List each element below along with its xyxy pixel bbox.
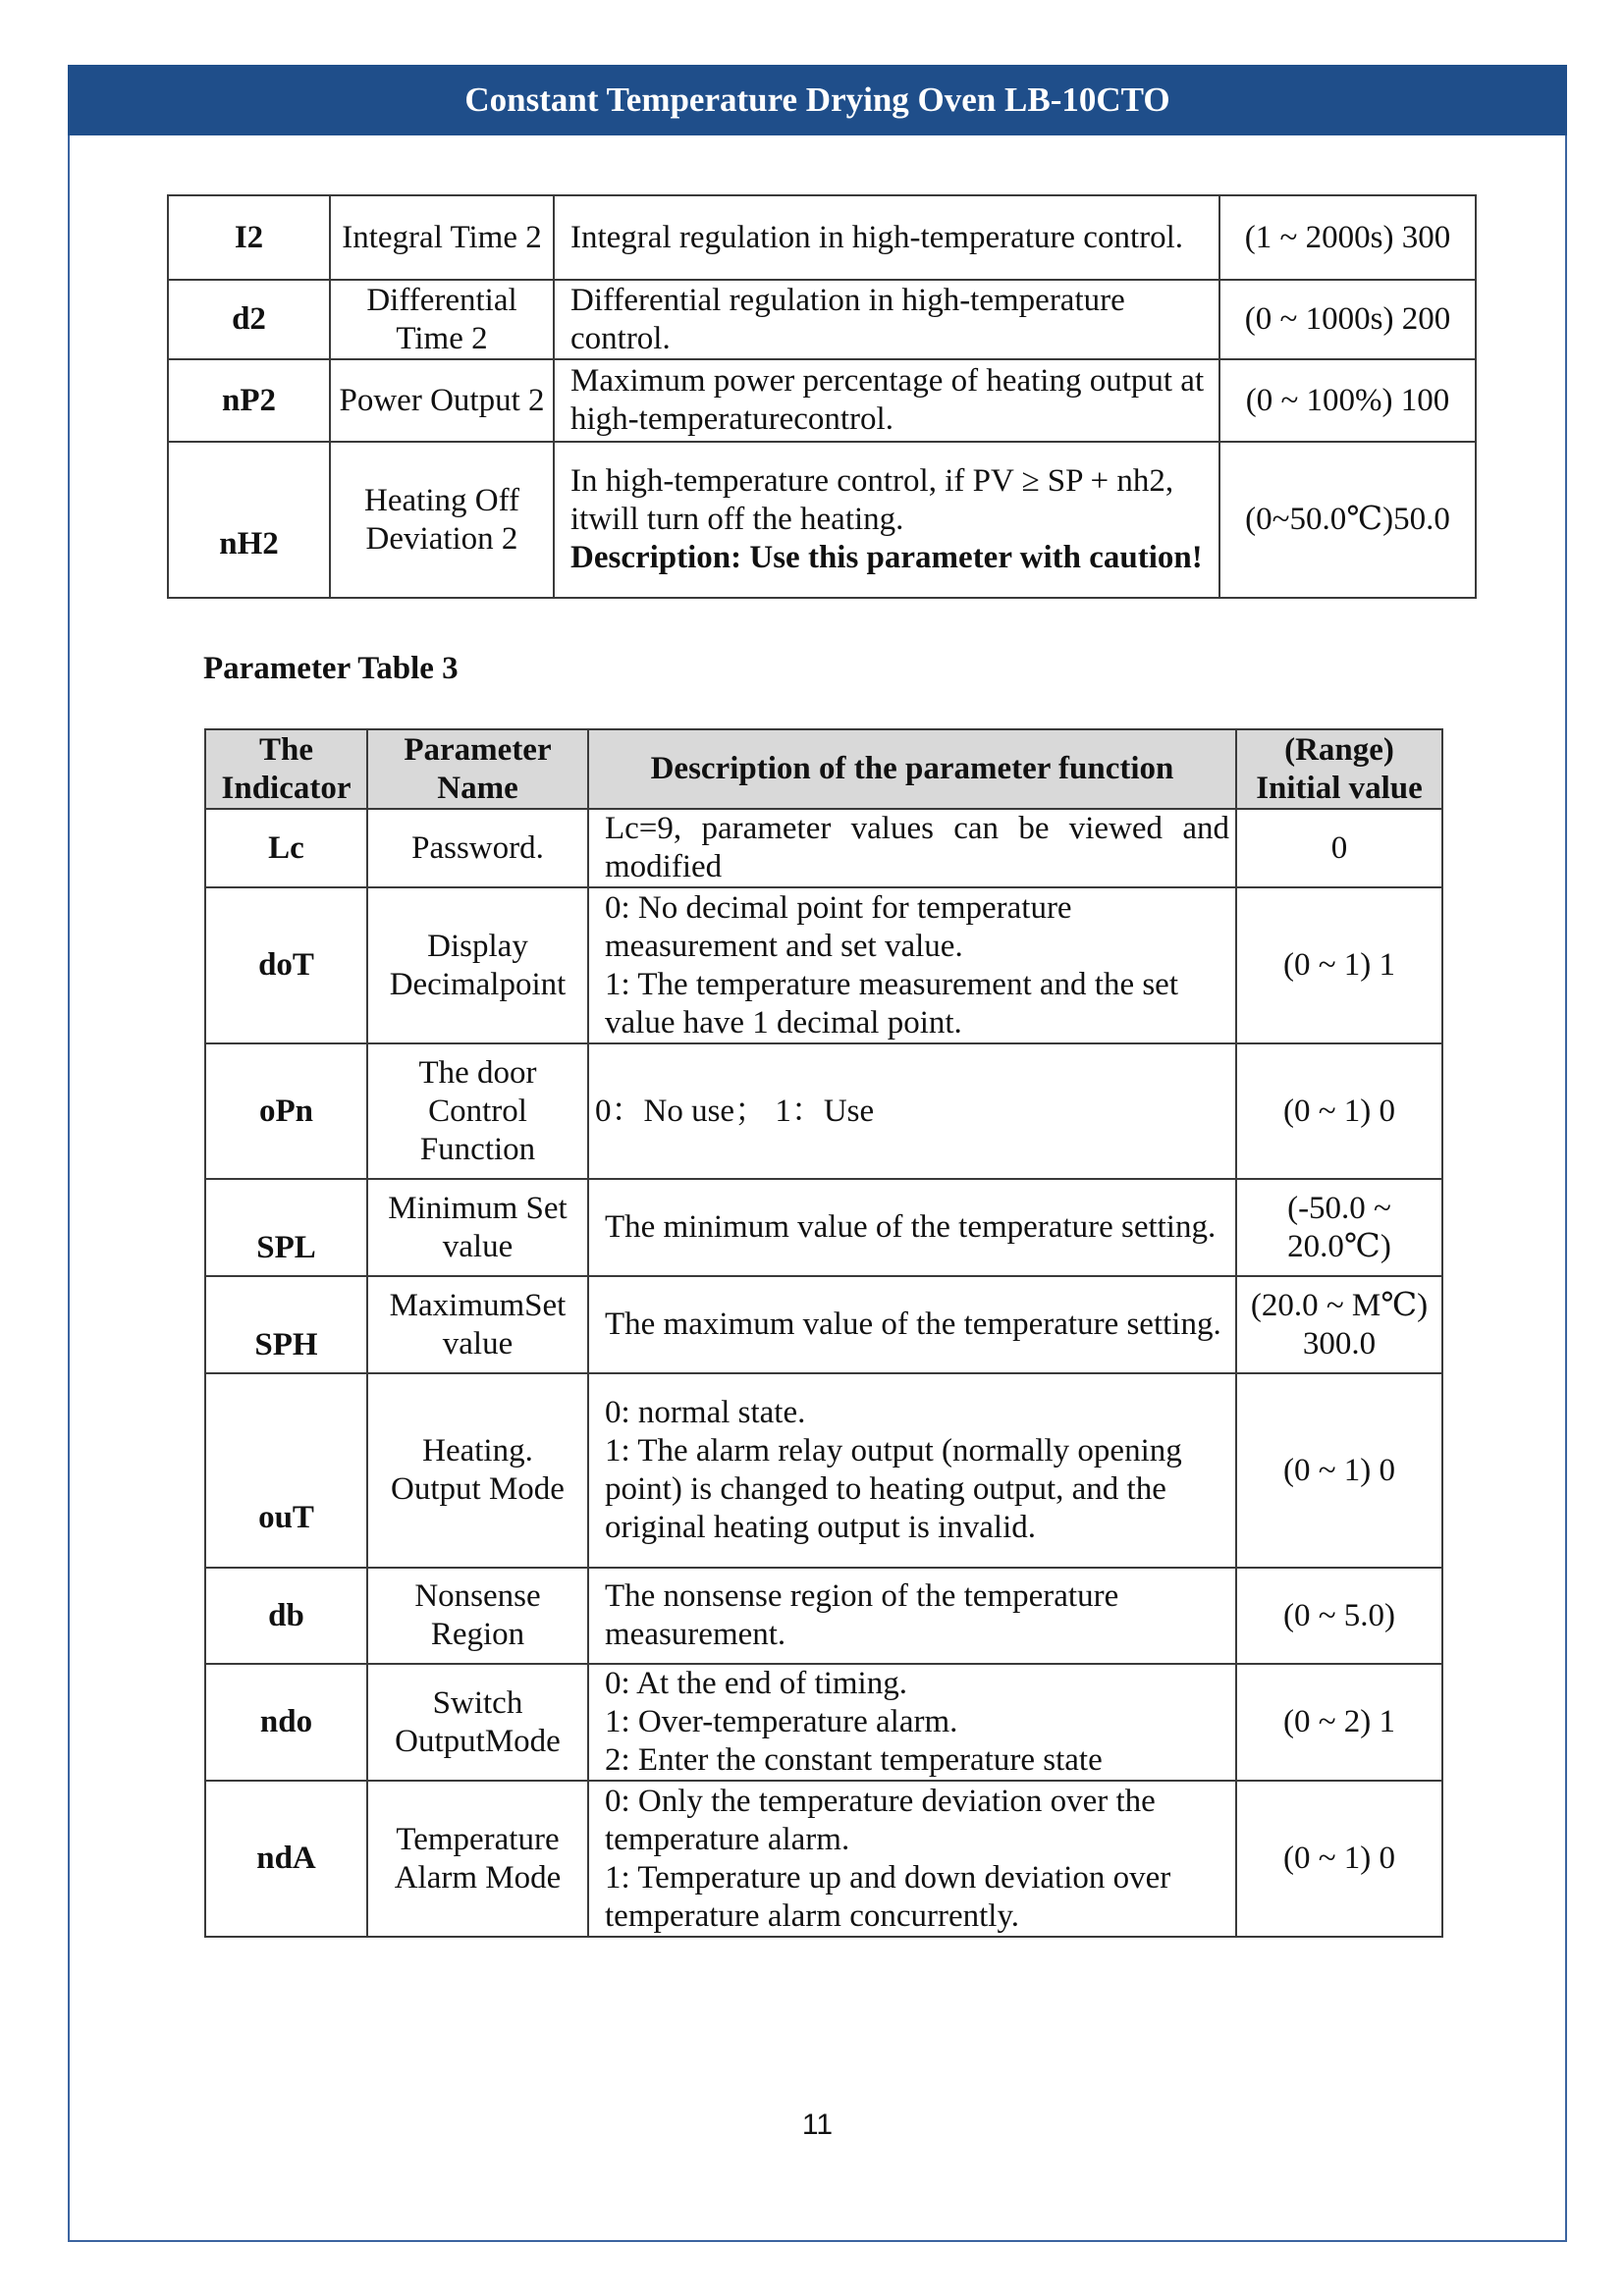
range-cell: 0 [1236, 809, 1442, 887]
indicator-cell: d2 [168, 280, 330, 359]
table-row [205, 1276, 1442, 1373]
table-row [205, 1179, 1442, 1276]
range-cell: (0 ~ 1) 0 [1236, 1043, 1442, 1179]
table-row [205, 1373, 1442, 1568]
table-caption: Parameter Table 3 [203, 651, 459, 686]
description-line: 1: The temperature measurement and the set value have 1 decimal point. [605, 966, 1178, 1041]
header-range [1236, 729, 1442, 809]
table-row [205, 1664, 1442, 1781]
description-line: 0: At the end of timing. [605, 1666, 907, 1701]
description-line: 0: No decimal point for temperature measurement and set value. [605, 889, 1072, 964]
description-cell [588, 1276, 1236, 1373]
range-cell: (0 ~ 1) 0 [1236, 1781, 1442, 1937]
description-line: The nonsense region of the temperature measurement. [605, 1578, 1119, 1652]
range-cell: (20.0 ~ M℃) 300.0 [1236, 1276, 1442, 1373]
parameter-table-continued [167, 194, 1477, 599]
description-line: 2: Enter the constant temperature state [605, 1742, 1103, 1778]
range-cell: (0 ~ 2) 1 [1236, 1664, 1442, 1781]
parameter-name-cell: The door Control Function [367, 1043, 588, 1179]
parameter-name-cell: Switch OutputMode [367, 1664, 588, 1781]
parameter-name-cell: Differential Time 2 [330, 280, 554, 359]
indicator-cell: doT [205, 887, 367, 1043]
indicator-cell: nH2 [168, 442, 330, 598]
parameter-name-cell: Password. [367, 809, 588, 887]
parameter-name-cell: Heating Off Deviation 2 [330, 442, 554, 598]
table-row [205, 1043, 1442, 1179]
table-row [205, 1781, 1442, 1937]
indicator-cell: ndo [205, 1664, 367, 1781]
range-cell: (0 ~ 100%) 100 [1219, 359, 1476, 442]
indicator-cell: Lc [205, 809, 367, 887]
description-cell [554, 442, 1219, 598]
description-line: 0：No use； 1：Use [595, 1093, 875, 1129]
parameter-name-cell: MaximumSet value [367, 1276, 588, 1373]
parameter-table-3 [204, 728, 1443, 1938]
page-title: Constant Temperature Drying Oven LB-10CTO [68, 65, 1567, 135]
description-line: 1: The alarm relay output (normally opening point) is changed to heating output, and the original heating output is invalid. [605, 1433, 1182, 1545]
indicator-cell: SPH [205, 1276, 367, 1373]
description-cell [588, 1781, 1236, 1937]
indicator-cell: SPL [205, 1179, 367, 1276]
table-row [168, 442, 1476, 598]
description-cell [588, 1664, 1236, 1781]
indicator-cell: db [205, 1568, 367, 1664]
table-row [205, 887, 1442, 1043]
header-range-line: Initial value [1256, 770, 1423, 806]
page-number: 11 [801, 2109, 834, 2141]
description-cell: Integral regulation in high-temperature control. [554, 195, 1219, 280]
description-cell [588, 809, 1236, 887]
description-line: 0: Only the temperature deviation over the temperature alarm. [605, 1783, 1156, 1857]
table-row [205, 1568, 1442, 1664]
description-line: 0: normal state. [605, 1395, 806, 1430]
indicator-cell: ndA [205, 1781, 367, 1937]
description-line: 1: Temperature up and down deviation over temperature alarm concurrently. [605, 1859, 1171, 1934]
range-cell: (-50.0 ~ 20.0℃) [1236, 1179, 1442, 1276]
indicator-cell: ouT [205, 1373, 367, 1568]
parameter-name-cell: Nonsense Region [367, 1568, 588, 1664]
description-cell [588, 1373, 1236, 1568]
table-row [205, 809, 1442, 887]
table-row [168, 280, 1476, 359]
description-text: In high-temperature control, if PV ≥ SP + nh2, itwill turn off the heating. [570, 463, 1174, 537]
description-line: The maximum value of the temperature setting. [605, 1307, 1221, 1342]
description-cell: Differential regulation in high-temperature control. [554, 280, 1219, 359]
range-cell: (0~50.0℃)50.0 [1219, 442, 1476, 598]
description-line: The minimum value of the temperature setting. [605, 1209, 1217, 1245]
parameter-name-cell: Power Output 2 [330, 359, 554, 442]
range-cell: (0 ~ 5.0) [1236, 1568, 1442, 1664]
header-description: Description of the parameter function [588, 729, 1236, 809]
indicator-cell: nP2 [168, 359, 330, 442]
header-indicator: The Indicator [205, 729, 367, 809]
parameter-name-cell: Temperature Alarm Mode [367, 1781, 588, 1937]
description-line: 1: Over-temperature alarm. [605, 1704, 958, 1739]
description-cell [588, 1043, 1236, 1179]
header-range-line: (Range) [1284, 731, 1394, 768]
description-cell [588, 1568, 1236, 1664]
description-line: Lc=9, parameter values can be viewed and modified [605, 811, 1229, 884]
indicator-cell: I2 [168, 195, 330, 280]
caution-note: Description: Use this parameter with caution! [570, 540, 1203, 575]
table-row [168, 195, 1476, 280]
parameter-name-cell: Display Decimalpoint [367, 887, 588, 1043]
range-cell: (0 ~ 1000s) 200 [1219, 280, 1476, 359]
range-cell: (1 ~ 2000s) 300 [1219, 195, 1476, 280]
range-cell: (0 ~ 1) 0 [1236, 1373, 1442, 1568]
range-cell: (0 ~ 1) 1 [1236, 887, 1442, 1043]
header-parameter-name: Parameter Name [367, 729, 588, 809]
parameter-name-cell: Integral Time 2 [330, 195, 554, 280]
parameter-name-cell: Minimum Set value [367, 1179, 588, 1276]
description-cell: Maximum power percentage of heating output at high-temperaturecontrol. [554, 359, 1219, 442]
description-cell [588, 1179, 1236, 1276]
parameter-name-cell: Heating. Output Mode [367, 1373, 588, 1568]
indicator-cell: oPn [205, 1043, 367, 1179]
table-header-row [205, 729, 1442, 809]
table-row [168, 359, 1476, 442]
description-cell [588, 887, 1236, 1043]
